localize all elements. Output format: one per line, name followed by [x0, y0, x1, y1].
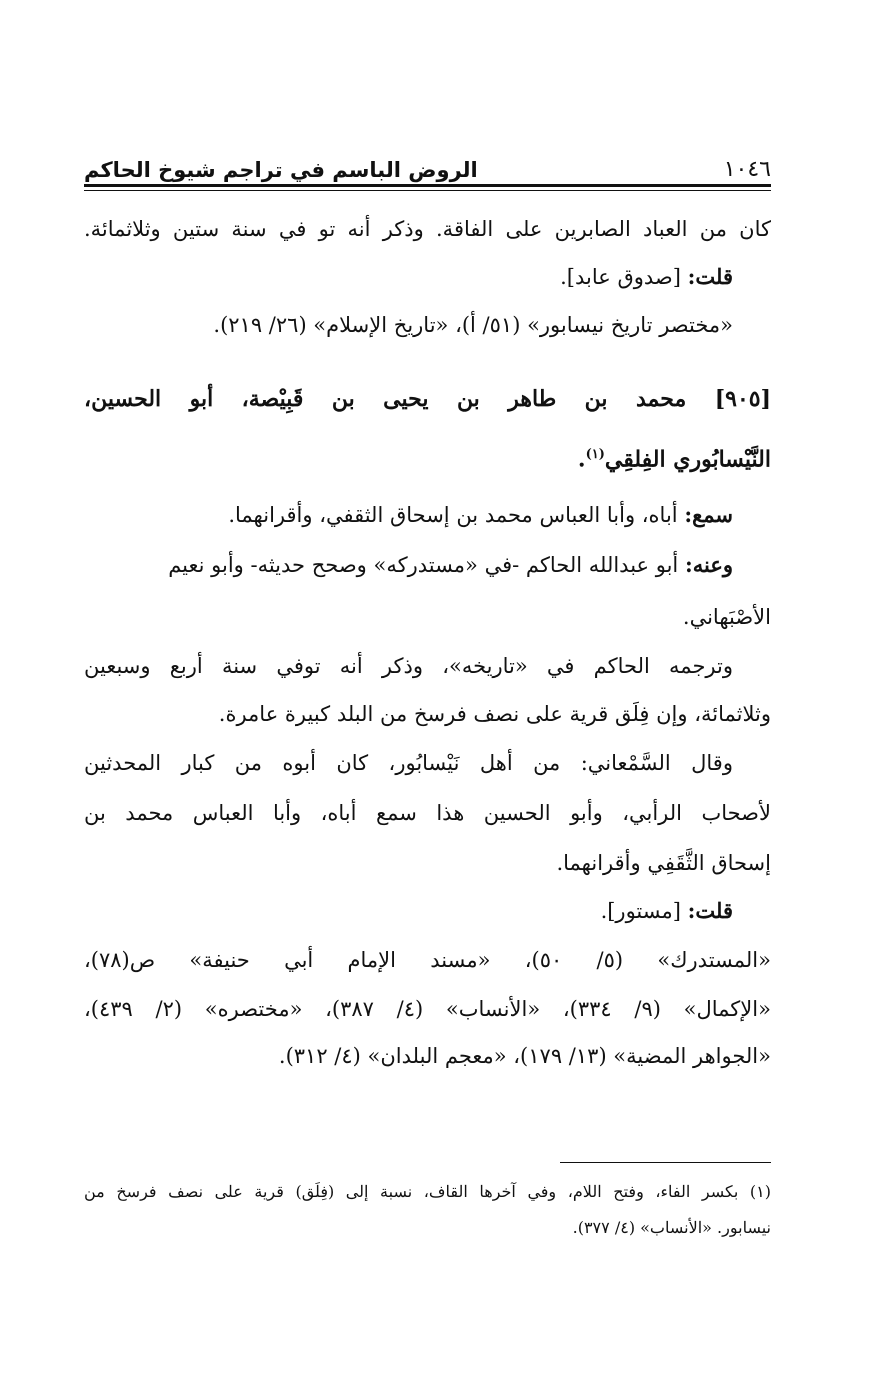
text-line: وقال السَّمْعاني: من أهل نَيْسابُور، كان أبوه من كبار المحدثين — [84, 751, 733, 775]
entry-end: . — [577, 446, 586, 473]
sources-line: «الجواهر المضية» (١٣/ ١٧٩)، «معجم البلدان» (٤/ ٣١٢). — [278, 1044, 771, 1068]
entry-heading-line2 — [578, 440, 771, 474]
entry-nisba: النَّيْسابُوري الفِلقِي — [604, 446, 771, 473]
sources-line: «الإكمال» (٩/ ٣٣٤)، «الأنساب» (٤/ ٣٨٧)، «مختصره» (٢/ ٤٣٩)، — [84, 997, 771, 1021]
running-title: الروض الباسم في تراجم شيوخ الحاكم — [84, 158, 478, 182]
sources-line: «المستدرك» (٥/ ٥٠)، «مسند الإمام أبي حنيفة» ص(٧٨)، — [84, 948, 771, 972]
footnote-line: (١) بكسر الفاء، وفتح اللام، وفي آخرها القاف، نسبة إلى (فِلَق) قرية على نصف فرسخ من — [84, 1182, 771, 1201]
footnote-line: نيسابور. «الأنساب» (٤/ ٣٧٧). — [572, 1218, 771, 1237]
text-line: لأصحاب الرأبي، وأبو الحسين هذا سمع أباه، وأبا العباس محمد بن — [84, 801, 771, 825]
page-header — [84, 138, 771, 182]
verdict-text-2: [مستور]. — [600, 899, 681, 923]
heard-from-text: أباه، وأبا العباس محمد بن إسحاق الثقفي، وأقرانهما. — [228, 503, 678, 527]
sources-line: «مختصر تاريخ نيسابور» (٥١/ أ)، «تاريخ الإسلام» (٢٦/ ٢١٩). — [213, 313, 733, 337]
heard-from-line — [228, 500, 733, 530]
text-line: وثلاثمائة، وإن فِلَق قرية على نصف فرسخ من البلد كبيرة عامرة. — [218, 702, 771, 726]
footnote-rule — [560, 1162, 771, 1163]
footnote-ref: (١) — [585, 447, 605, 462]
verdict-line-2 — [601, 896, 733, 926]
verdict-label-2: قلت: — [687, 898, 733, 923]
text-line: الأصْبَهاني. — [682, 605, 771, 629]
entry-heading-line1: [٩٠٥] محمد بن طاهر بن يحيى بن قَبِيْصة، أبو الحسين، — [84, 386, 771, 412]
header-rule-thick — [84, 184, 771, 187]
page-number: ١٠٤٦ — [723, 157, 771, 182]
verdict-text: [صدوق عابد]. — [560, 265, 681, 289]
narrators-text: أبو عبدالله الحاكم -في «مستدركه» وصحح حديثه- وأبو نعيم — [168, 553, 679, 577]
narrators-label: وعنه: — [684, 552, 733, 577]
verdict-label: قلت: — [687, 264, 733, 289]
text-line: إسحاق الثَّقَفِي وأقرانهما. — [556, 851, 771, 875]
narrators-line — [168, 550, 733, 580]
header-rule-thin — [84, 190, 771, 191]
verdict-line — [560, 262, 733, 292]
text-line: كان من العباد الصابرين على الفاقة. وذكر أنه تو في سنة ستين وثلاثمائة. — [84, 217, 771, 241]
heard-from-label: سمع: — [684, 502, 733, 527]
text-line: وترجمه الحاكم في «تاريخه»، وذكر أنه توفي سنة أربع وسبعين — [84, 654, 733, 678]
